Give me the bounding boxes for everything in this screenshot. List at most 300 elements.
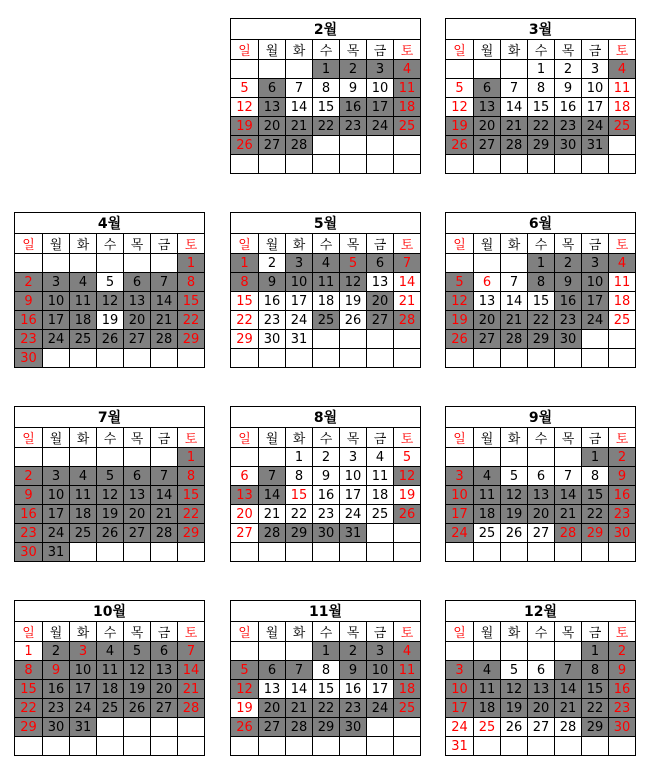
day-cell[interactable]: 15 bbox=[178, 292, 205, 311]
day-cell[interactable]: 14 bbox=[555, 486, 582, 505]
day-cell[interactable]: 24 bbox=[70, 699, 97, 718]
day-cell[interactable]: 12 bbox=[97, 486, 124, 505]
day-cell[interactable]: 7 bbox=[555, 661, 582, 680]
day-cell[interactable]: 26 bbox=[97, 330, 124, 349]
day-cell[interactable]: 19 bbox=[446, 117, 474, 136]
day-cell[interactable]: 10 bbox=[367, 661, 394, 680]
day-cell[interactable]: 22 bbox=[286, 505, 313, 524]
day-cell[interactable]: 27 bbox=[151, 699, 178, 718]
day-cell[interactable]: 14 bbox=[394, 273, 421, 292]
day-cell[interactable]: 4 bbox=[97, 642, 124, 661]
day-cell[interactable]: 3 bbox=[446, 661, 474, 680]
day-cell[interactable]: 1 bbox=[313, 60, 340, 79]
day-cell[interactable]: 6 bbox=[474, 79, 501, 98]
day-cell[interactable]: 19 bbox=[97, 311, 124, 330]
day-cell[interactable]: 8 bbox=[528, 79, 555, 98]
day-cell[interactable]: 15 bbox=[582, 680, 609, 699]
day-cell[interactable]: 23 bbox=[555, 117, 582, 136]
day-cell[interactable]: 25 bbox=[70, 330, 97, 349]
day-cell[interactable]: 31 bbox=[70, 718, 97, 737]
day-cell[interactable]: 1 bbox=[313, 642, 340, 661]
day-cell[interactable]: 25 bbox=[367, 505, 394, 524]
day-cell[interactable]: 18 bbox=[609, 292, 636, 311]
day-cell[interactable]: 9 bbox=[43, 661, 70, 680]
day-cell[interactable]: 24 bbox=[286, 311, 313, 330]
day-cell[interactable]: 18 bbox=[367, 486, 394, 505]
day-cell[interactable]: 8 bbox=[582, 467, 609, 486]
day-cell[interactable]: 20 bbox=[231, 505, 259, 524]
day-cell[interactable]: 12 bbox=[446, 292, 474, 311]
day-cell[interactable]: 21 bbox=[394, 292, 421, 311]
day-cell[interactable]: 12 bbox=[231, 680, 259, 699]
day-cell[interactable]: 29 bbox=[582, 524, 609, 543]
day-cell[interactable]: 25 bbox=[474, 718, 501, 737]
day-cell[interactable]: 12 bbox=[231, 98, 259, 117]
day-cell[interactable]: 14 bbox=[555, 680, 582, 699]
day-cell[interactable]: 12 bbox=[501, 680, 528, 699]
day-cell[interactable]: 2 bbox=[555, 254, 582, 273]
day-cell[interactable]: 13 bbox=[259, 98, 286, 117]
day-cell[interactable]: 16 bbox=[609, 680, 636, 699]
day-cell[interactable]: 30 bbox=[43, 718, 70, 737]
day-cell[interactable]: 18 bbox=[394, 98, 421, 117]
day-cell[interactable]: 15 bbox=[231, 292, 259, 311]
day-cell[interactable]: 7 bbox=[501, 273, 528, 292]
day-cell[interactable]: 1 bbox=[528, 60, 555, 79]
day-cell[interactable]: 8 bbox=[313, 661, 340, 680]
day-cell[interactable]: 2 bbox=[313, 448, 340, 467]
day-cell[interactable]: 11 bbox=[474, 680, 501, 699]
day-cell[interactable]: 23 bbox=[15, 330, 43, 349]
day-cell[interactable]: 25 bbox=[97, 699, 124, 718]
day-cell[interactable]: 14 bbox=[501, 292, 528, 311]
day-cell[interactable]: 31 bbox=[582, 136, 609, 155]
day-cell[interactable]: 25 bbox=[609, 117, 636, 136]
day-cell[interactable]: 28 bbox=[286, 136, 313, 155]
day-cell[interactable]: 22 bbox=[313, 117, 340, 136]
day-cell[interactable]: 21 bbox=[259, 505, 286, 524]
day-cell[interactable]: 3 bbox=[43, 467, 70, 486]
day-cell[interactable]: 21 bbox=[286, 699, 313, 718]
day-cell[interactable]: 27 bbox=[124, 330, 151, 349]
day-cell[interactable]: 24 bbox=[43, 524, 70, 543]
day-cell[interactable]: 17 bbox=[367, 98, 394, 117]
day-cell[interactable]: 29 bbox=[15, 718, 43, 737]
day-cell[interactable]: 2 bbox=[340, 642, 367, 661]
day-cell[interactable]: 7 bbox=[501, 79, 528, 98]
day-cell[interactable]: 6 bbox=[528, 467, 555, 486]
day-cell[interactable]: 2 bbox=[340, 60, 367, 79]
day-cell[interactable]: 30 bbox=[555, 136, 582, 155]
day-cell[interactable]: 30 bbox=[609, 524, 636, 543]
day-cell[interactable]: 28 bbox=[259, 524, 286, 543]
day-cell[interactable]: 20 bbox=[151, 680, 178, 699]
day-cell[interactable]: 2 bbox=[609, 642, 636, 661]
day-cell[interactable]: 11 bbox=[313, 273, 340, 292]
day-cell[interactable]: 26 bbox=[501, 718, 528, 737]
day-cell[interactable]: 4 bbox=[70, 467, 97, 486]
day-cell[interactable]: 10 bbox=[446, 486, 474, 505]
day-cell[interactable]: 1 bbox=[178, 448, 205, 467]
day-cell[interactable]: 6 bbox=[367, 254, 394, 273]
day-cell[interactable]: 16 bbox=[15, 505, 43, 524]
day-cell[interactable]: 22 bbox=[178, 311, 205, 330]
day-cell[interactable]: 7 bbox=[394, 254, 421, 273]
day-cell[interactable]: 20 bbox=[474, 311, 501, 330]
day-cell[interactable]: 30 bbox=[313, 524, 340, 543]
day-cell[interactable]: 24 bbox=[582, 311, 609, 330]
day-cell[interactable]: 14 bbox=[151, 292, 178, 311]
day-cell[interactable]: 21 bbox=[555, 505, 582, 524]
day-cell[interactable]: 28 bbox=[151, 524, 178, 543]
day-cell[interactable]: 13 bbox=[124, 486, 151, 505]
day-cell[interactable]: 9 bbox=[15, 486, 43, 505]
day-cell[interactable]: 18 bbox=[394, 680, 421, 699]
day-cell[interactable]: 16 bbox=[43, 680, 70, 699]
day-cell[interactable]: 31 bbox=[286, 330, 313, 349]
day-cell[interactable]: 15 bbox=[528, 98, 555, 117]
day-cell[interactable]: 27 bbox=[474, 136, 501, 155]
day-cell[interactable]: 4 bbox=[609, 254, 636, 273]
day-cell[interactable]: 24 bbox=[367, 117, 394, 136]
day-cell[interactable]: 5 bbox=[231, 661, 259, 680]
day-cell[interactable]: 14 bbox=[286, 98, 313, 117]
day-cell[interactable]: 4 bbox=[474, 467, 501, 486]
day-cell[interactable]: 21 bbox=[555, 699, 582, 718]
day-cell[interactable]: 19 bbox=[231, 117, 259, 136]
day-cell[interactable]: 23 bbox=[340, 117, 367, 136]
day-cell[interactable]: 1 bbox=[231, 254, 259, 273]
day-cell[interactable]: 25 bbox=[313, 311, 340, 330]
day-cell[interactable]: 28 bbox=[555, 718, 582, 737]
day-cell[interactable]: 6 bbox=[259, 79, 286, 98]
day-cell[interactable]: 11 bbox=[609, 79, 636, 98]
day-cell[interactable]: 4 bbox=[609, 60, 636, 79]
day-cell[interactable]: 16 bbox=[609, 486, 636, 505]
day-cell[interactable]: 26 bbox=[340, 311, 367, 330]
day-cell[interactable]: 11 bbox=[70, 486, 97, 505]
day-cell[interactable]: 16 bbox=[313, 486, 340, 505]
day-cell[interactable]: 10 bbox=[286, 273, 313, 292]
day-cell[interactable]: 8 bbox=[582, 661, 609, 680]
day-cell[interactable]: 3 bbox=[43, 273, 70, 292]
day-cell[interactable]: 13 bbox=[474, 98, 501, 117]
day-cell[interactable]: 17 bbox=[70, 680, 97, 699]
day-cell[interactable]: 4 bbox=[394, 642, 421, 661]
day-cell[interactable]: 16 bbox=[15, 311, 43, 330]
day-cell[interactable]: 1 bbox=[286, 448, 313, 467]
day-cell[interactable]: 26 bbox=[501, 524, 528, 543]
day-cell[interactable]: 28 bbox=[151, 330, 178, 349]
day-cell[interactable]: 30 bbox=[15, 349, 43, 368]
day-cell[interactable]: 12 bbox=[340, 273, 367, 292]
day-cell[interactable]: 31 bbox=[340, 524, 367, 543]
day-cell[interactable]: 16 bbox=[259, 292, 286, 311]
day-cell[interactable]: 11 bbox=[394, 79, 421, 98]
day-cell[interactable]: 26 bbox=[446, 136, 474, 155]
day-cell[interactable]: 10 bbox=[446, 680, 474, 699]
day-cell[interactable]: 13 bbox=[367, 273, 394, 292]
day-cell[interactable]: 1 bbox=[178, 254, 205, 273]
day-cell[interactable]: 19 bbox=[501, 505, 528, 524]
day-cell[interactable]: 29 bbox=[528, 330, 555, 349]
day-cell[interactable]: 14 bbox=[178, 661, 205, 680]
day-cell[interactable]: 3 bbox=[340, 448, 367, 467]
day-cell[interactable]: 29 bbox=[231, 330, 259, 349]
day-cell[interactable]: 20 bbox=[124, 505, 151, 524]
day-cell[interactable]: 16 bbox=[555, 98, 582, 117]
day-cell[interactable]: 23 bbox=[15, 524, 43, 543]
day-cell[interactable]: 20 bbox=[367, 292, 394, 311]
day-cell[interactable]: 15 bbox=[178, 486, 205, 505]
day-cell[interactable]: 29 bbox=[528, 136, 555, 155]
day-cell[interactable]: 9 bbox=[340, 661, 367, 680]
day-cell[interactable]: 20 bbox=[528, 505, 555, 524]
day-cell[interactable]: 7 bbox=[151, 273, 178, 292]
day-cell[interactable]: 2 bbox=[15, 273, 43, 292]
day-cell[interactable]: 11 bbox=[367, 467, 394, 486]
day-cell[interactable]: 18 bbox=[474, 505, 501, 524]
day-cell[interactable]: 22 bbox=[313, 699, 340, 718]
day-cell[interactable]: 17 bbox=[367, 680, 394, 699]
day-cell[interactable]: 15 bbox=[313, 680, 340, 699]
day-cell[interactable]: 31 bbox=[43, 543, 70, 562]
day-cell[interactable]: 2 bbox=[609, 448, 636, 467]
day-cell[interactable]: 31 bbox=[446, 737, 474, 756]
day-cell[interactable]: 5 bbox=[446, 79, 474, 98]
day-cell[interactable]: 1 bbox=[582, 642, 609, 661]
day-cell[interactable]: 12 bbox=[501, 486, 528, 505]
day-cell[interactable]: 8 bbox=[313, 79, 340, 98]
day-cell[interactable]: 26 bbox=[231, 136, 259, 155]
day-cell[interactable]: 23 bbox=[340, 699, 367, 718]
day-cell[interactable]: 29 bbox=[178, 330, 205, 349]
day-cell[interactable]: 14 bbox=[151, 486, 178, 505]
day-cell[interactable]: 15 bbox=[286, 486, 313, 505]
day-cell[interactable]: 8 bbox=[528, 273, 555, 292]
day-cell[interactable]: 25 bbox=[394, 699, 421, 718]
day-cell[interactable]: 28 bbox=[178, 699, 205, 718]
day-cell[interactable]: 9 bbox=[609, 467, 636, 486]
day-cell[interactable]: 26 bbox=[231, 718, 259, 737]
day-cell[interactable]: 5 bbox=[231, 79, 259, 98]
day-cell[interactable]: 3 bbox=[286, 254, 313, 273]
day-cell[interactable]: 11 bbox=[609, 273, 636, 292]
day-cell[interactable]: 6 bbox=[124, 467, 151, 486]
day-cell[interactable]: 5 bbox=[501, 661, 528, 680]
day-cell[interactable]: 22 bbox=[528, 311, 555, 330]
day-cell[interactable]: 10 bbox=[43, 292, 70, 311]
day-cell[interactable]: 26 bbox=[97, 524, 124, 543]
day-cell[interactable]: 27 bbox=[259, 718, 286, 737]
day-cell[interactable]: 24 bbox=[367, 699, 394, 718]
day-cell[interactable]: 3 bbox=[582, 254, 609, 273]
day-cell[interactable]: 12 bbox=[124, 661, 151, 680]
day-cell[interactable]: 15 bbox=[582, 486, 609, 505]
day-cell[interactable]: 5 bbox=[97, 273, 124, 292]
day-cell[interactable]: 20 bbox=[528, 699, 555, 718]
day-cell[interactable]: 16 bbox=[555, 292, 582, 311]
day-cell[interactable]: 21 bbox=[501, 311, 528, 330]
day-cell[interactable]: 29 bbox=[313, 718, 340, 737]
day-cell[interactable]: 29 bbox=[286, 524, 313, 543]
day-cell[interactable]: 5 bbox=[394, 448, 421, 467]
day-cell[interactable]: 14 bbox=[501, 98, 528, 117]
day-cell[interactable]: 17 bbox=[43, 505, 70, 524]
day-cell[interactable]: 22 bbox=[582, 505, 609, 524]
day-cell[interactable]: 18 bbox=[609, 98, 636, 117]
day-cell[interactable]: 13 bbox=[124, 292, 151, 311]
day-cell[interactable]: 28 bbox=[394, 311, 421, 330]
day-cell[interactable]: 22 bbox=[231, 311, 259, 330]
day-cell[interactable]: 1 bbox=[582, 448, 609, 467]
day-cell[interactable]: 20 bbox=[474, 117, 501, 136]
day-cell[interactable]: 27 bbox=[528, 718, 555, 737]
day-cell[interactable]: 14 bbox=[286, 680, 313, 699]
day-cell[interactable]: 5 bbox=[446, 273, 474, 292]
day-cell[interactable]: 6 bbox=[151, 642, 178, 661]
day-cell[interactable]: 21 bbox=[501, 117, 528, 136]
day-cell[interactable]: 17 bbox=[446, 699, 474, 718]
day-cell[interactable]: 23 bbox=[555, 311, 582, 330]
day-cell[interactable]: 16 bbox=[340, 680, 367, 699]
day-cell[interactable]: 3 bbox=[582, 60, 609, 79]
day-cell[interactable]: 9 bbox=[555, 79, 582, 98]
day-cell[interactable]: 2 bbox=[43, 642, 70, 661]
day-cell[interactable]: 12 bbox=[394, 467, 421, 486]
day-cell[interactable]: 9 bbox=[259, 273, 286, 292]
day-cell[interactable]: 7 bbox=[259, 467, 286, 486]
day-cell[interactable]: 22 bbox=[582, 699, 609, 718]
day-cell[interactable]: 28 bbox=[501, 136, 528, 155]
day-cell[interactable]: 5 bbox=[97, 467, 124, 486]
day-cell[interactable]: 17 bbox=[446, 505, 474, 524]
day-cell[interactable]: 23 bbox=[609, 699, 636, 718]
day-cell[interactable]: 25 bbox=[609, 311, 636, 330]
day-cell[interactable]: 11 bbox=[474, 486, 501, 505]
day-cell[interactable]: 20 bbox=[259, 699, 286, 718]
day-cell[interactable]: 8 bbox=[178, 467, 205, 486]
day-cell[interactable]: 6 bbox=[528, 661, 555, 680]
day-cell[interactable]: 24 bbox=[340, 505, 367, 524]
day-cell[interactable]: 18 bbox=[70, 311, 97, 330]
day-cell[interactable]: 6 bbox=[231, 467, 259, 486]
day-cell[interactable]: 15 bbox=[15, 680, 43, 699]
day-cell[interactable]: 4 bbox=[394, 60, 421, 79]
day-cell[interactable]: 8 bbox=[15, 661, 43, 680]
day-cell[interactable]: 23 bbox=[609, 505, 636, 524]
day-cell[interactable]: 10 bbox=[582, 79, 609, 98]
day-cell[interactable]: 4 bbox=[70, 273, 97, 292]
day-cell[interactable]: 21 bbox=[178, 680, 205, 699]
day-cell[interactable]: 21 bbox=[286, 117, 313, 136]
day-cell[interactable]: 22 bbox=[178, 505, 205, 524]
day-cell[interactable]: 27 bbox=[474, 330, 501, 349]
day-cell[interactable]: 3 bbox=[70, 642, 97, 661]
day-cell[interactable]: 14 bbox=[259, 486, 286, 505]
day-cell[interactable]: 27 bbox=[124, 524, 151, 543]
day-cell[interactable]: 13 bbox=[151, 661, 178, 680]
day-cell[interactable]: 22 bbox=[528, 117, 555, 136]
day-cell[interactable]: 2 bbox=[555, 60, 582, 79]
day-cell[interactable]: 7 bbox=[178, 642, 205, 661]
day-cell[interactable]: 7 bbox=[286, 79, 313, 98]
day-cell[interactable]: 24 bbox=[582, 117, 609, 136]
day-cell[interactable]: 25 bbox=[70, 524, 97, 543]
day-cell[interactable]: 28 bbox=[555, 524, 582, 543]
day-cell[interactable]: 17 bbox=[582, 98, 609, 117]
day-cell[interactable]: 23 bbox=[259, 311, 286, 330]
day-cell[interactable]: 13 bbox=[259, 680, 286, 699]
day-cell[interactable]: 5 bbox=[124, 642, 151, 661]
day-cell[interactable]: 19 bbox=[501, 699, 528, 718]
day-cell[interactable]: 8 bbox=[178, 273, 205, 292]
day-cell[interactable]: 29 bbox=[178, 524, 205, 543]
day-cell[interactable]: 11 bbox=[97, 661, 124, 680]
day-cell[interactable]: 2 bbox=[259, 254, 286, 273]
day-cell[interactable]: 27 bbox=[259, 136, 286, 155]
day-cell[interactable]: 18 bbox=[474, 699, 501, 718]
day-cell[interactable]: 13 bbox=[474, 292, 501, 311]
day-cell[interactable]: 18 bbox=[70, 505, 97, 524]
day-cell[interactable]: 8 bbox=[231, 273, 259, 292]
day-cell[interactable]: 10 bbox=[70, 661, 97, 680]
day-cell[interactable]: 12 bbox=[97, 292, 124, 311]
day-cell[interactable]: 10 bbox=[43, 486, 70, 505]
day-cell[interactable]: 19 bbox=[340, 292, 367, 311]
day-cell[interactable]: 4 bbox=[474, 661, 501, 680]
day-cell[interactable]: 9 bbox=[609, 661, 636, 680]
day-cell[interactable]: 30 bbox=[15, 543, 43, 562]
day-cell[interactable]: 18 bbox=[313, 292, 340, 311]
day-cell[interactable]: 11 bbox=[70, 292, 97, 311]
day-cell[interactable]: 28 bbox=[286, 718, 313, 737]
day-cell[interactable]: 16 bbox=[340, 98, 367, 117]
day-cell[interactable]: 8 bbox=[286, 467, 313, 486]
day-cell[interactable]: 17 bbox=[43, 311, 70, 330]
day-cell[interactable]: 12 bbox=[446, 98, 474, 117]
day-cell[interactable]: 30 bbox=[340, 718, 367, 737]
day-cell[interactable]: 11 bbox=[394, 661, 421, 680]
day-cell[interactable]: 10 bbox=[367, 79, 394, 98]
day-cell[interactable]: 9 bbox=[555, 273, 582, 292]
day-cell[interactable]: 22 bbox=[15, 699, 43, 718]
day-cell[interactable]: 1 bbox=[15, 642, 43, 661]
day-cell[interactable]: 15 bbox=[528, 292, 555, 311]
day-cell[interactable]: 26 bbox=[446, 330, 474, 349]
day-cell[interactable]: 27 bbox=[367, 311, 394, 330]
day-cell[interactable]: 17 bbox=[340, 486, 367, 505]
day-cell[interactable]: 19 bbox=[394, 486, 421, 505]
day-cell[interactable]: 20 bbox=[124, 311, 151, 330]
day-cell[interactable]: 23 bbox=[43, 699, 70, 718]
day-cell[interactable]: 29 bbox=[582, 718, 609, 737]
day-cell[interactable]: 4 bbox=[313, 254, 340, 273]
day-cell[interactable]: 13 bbox=[528, 486, 555, 505]
day-cell[interactable]: 5 bbox=[501, 467, 528, 486]
day-cell[interactable]: 19 bbox=[231, 699, 259, 718]
day-cell[interactable]: 7 bbox=[286, 661, 313, 680]
day-cell[interactable]: 28 bbox=[501, 330, 528, 349]
day-cell[interactable]: 26 bbox=[394, 505, 421, 524]
day-cell[interactable]: 15 bbox=[313, 98, 340, 117]
day-cell[interactable]: 21 bbox=[151, 505, 178, 524]
day-cell[interactable]: 19 bbox=[97, 505, 124, 524]
day-cell[interactable]: 25 bbox=[394, 117, 421, 136]
day-cell[interactable]: 9 bbox=[313, 467, 340, 486]
day-cell[interactable]: 26 bbox=[124, 699, 151, 718]
day-cell[interactable]: 10 bbox=[340, 467, 367, 486]
